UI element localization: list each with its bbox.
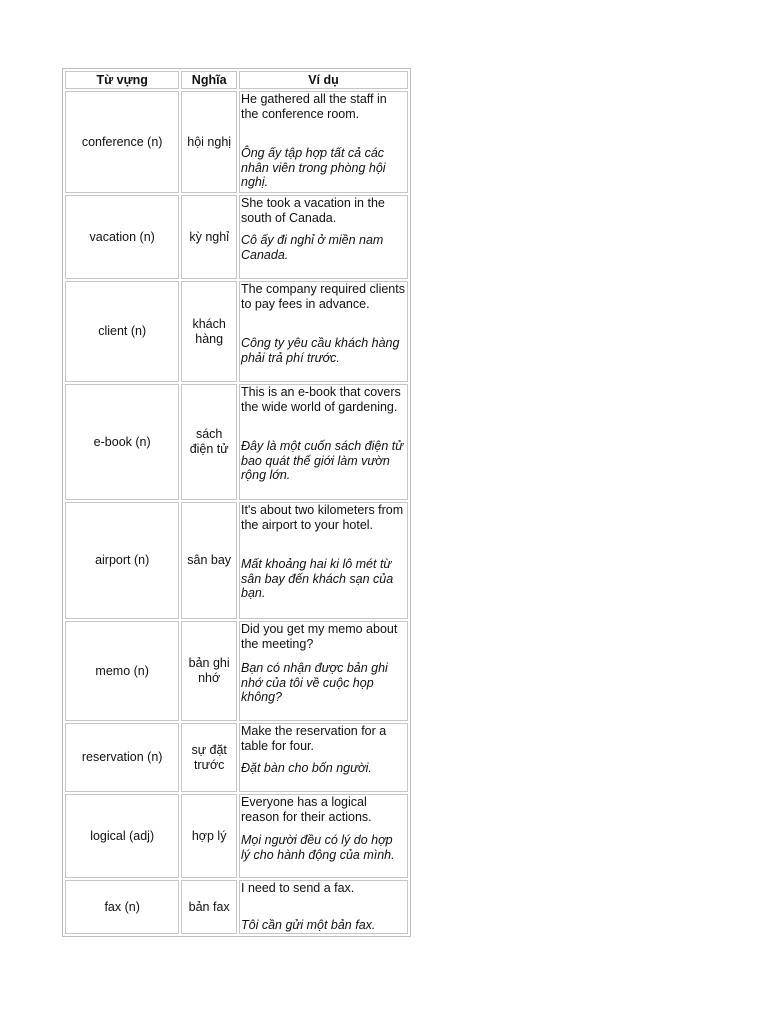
- example-vietnamese: Đây là một cuốn sách điện tử bao quát thế giới làm vườn rộng lớn.: [241, 439, 404, 483]
- example-english: Make the reservation for a table for four.: [241, 724, 387, 753]
- example-english: She took a vacation in the south of Canada.: [241, 196, 385, 225]
- example-english: Everyone has a logical reason for their actions.: [241, 795, 372, 824]
- word-cell: airport (n): [65, 502, 179, 619]
- table-row: [65, 195, 408, 279]
- example-english: He gathered all the staff in the conference room.: [241, 92, 387, 121]
- word-cell: conference (n): [65, 91, 179, 193]
- vocabulary-table: [62, 68, 411, 937]
- example-cell: [239, 502, 408, 619]
- example-cell: [239, 880, 408, 934]
- table-row: [65, 384, 408, 500]
- example-cell: [239, 195, 408, 279]
- example-english: Did you get my memo about the meeting?: [241, 622, 398, 651]
- word-cell: reservation (n): [65, 723, 179, 792]
- meaning-cell: khách hàng: [181, 281, 237, 382]
- meaning-cell: sân bay: [181, 502, 237, 619]
- example-cell: [239, 794, 408, 878]
- meaning-cell: sự đặt trước: [181, 723, 237, 792]
- example-english: The company required clients to pay fees in advance.: [241, 282, 405, 311]
- table-row: [65, 880, 408, 934]
- meaning-cell: kỳ nghỉ: [181, 195, 237, 279]
- meaning-cell: hội nghị: [181, 91, 237, 193]
- table-row: [65, 91, 408, 193]
- example-english: It's about two kilometers from the airport to your hotel.: [241, 503, 404, 532]
- example-english: This is an e-book that covers the wide world of gardening.: [241, 385, 401, 414]
- meaning-cell: bản ghi nhớ: [181, 621, 237, 721]
- example-cell: [239, 723, 408, 792]
- meaning-cell: sách điện tử: [181, 384, 237, 500]
- header-example: Ví dụ: [239, 71, 408, 89]
- word-cell: memo (n): [65, 621, 179, 721]
- word-cell: e-book (n): [65, 384, 179, 500]
- example-vietnamese: Tôi cần gửi một bản fax.: [241, 917, 376, 932]
- table-row: [65, 794, 408, 878]
- word-cell: fax (n): [65, 880, 179, 934]
- example-vietnamese: Cô ấy đi nghỉ ở miền nam Canada.: [241, 233, 384, 262]
- meaning-cell: bản fax: [181, 880, 237, 934]
- table-row: [65, 723, 408, 792]
- header-word: Từ vựng: [65, 71, 179, 89]
- example-vietnamese: Đặt bàn cho bốn người.: [241, 761, 372, 776]
- word-cell: client (n): [65, 281, 179, 382]
- example-vietnamese: Mất khoảng hai ki lô mét từ sân bay đến khách sạn của bạn.: [241, 557, 394, 601]
- header-row: [65, 71, 408, 89]
- example-cell: [239, 621, 408, 721]
- meaning-cell: hợp lý: [181, 794, 237, 878]
- example-cell: [239, 384, 408, 500]
- example-english: I need to send a fax.: [241, 881, 355, 895]
- table-row: [65, 502, 408, 619]
- example-vietnamese: Ông ấy tập hợp tất cả các nhân viên trong phòng hội nghị.: [241, 146, 386, 190]
- example-cell: [239, 281, 408, 382]
- header-meaning: Nghĩa: [181, 71, 237, 89]
- example-vietnamese: Công ty yêu cầu khách hàng phải trả phí trước.: [241, 336, 400, 365]
- table-row: [65, 281, 408, 382]
- word-cell: vacation (n): [65, 195, 179, 279]
- table-row: [65, 621, 408, 721]
- example-cell: [239, 91, 408, 193]
- example-vietnamese: Bạn có nhận được bản ghi nhớ của tôi về cuộc họp không?: [241, 661, 388, 705]
- word-cell: logical (adj): [65, 794, 179, 878]
- example-vietnamese: Mọi người đều có lý do hợp lý cho hành động của mình.: [241, 833, 395, 862]
